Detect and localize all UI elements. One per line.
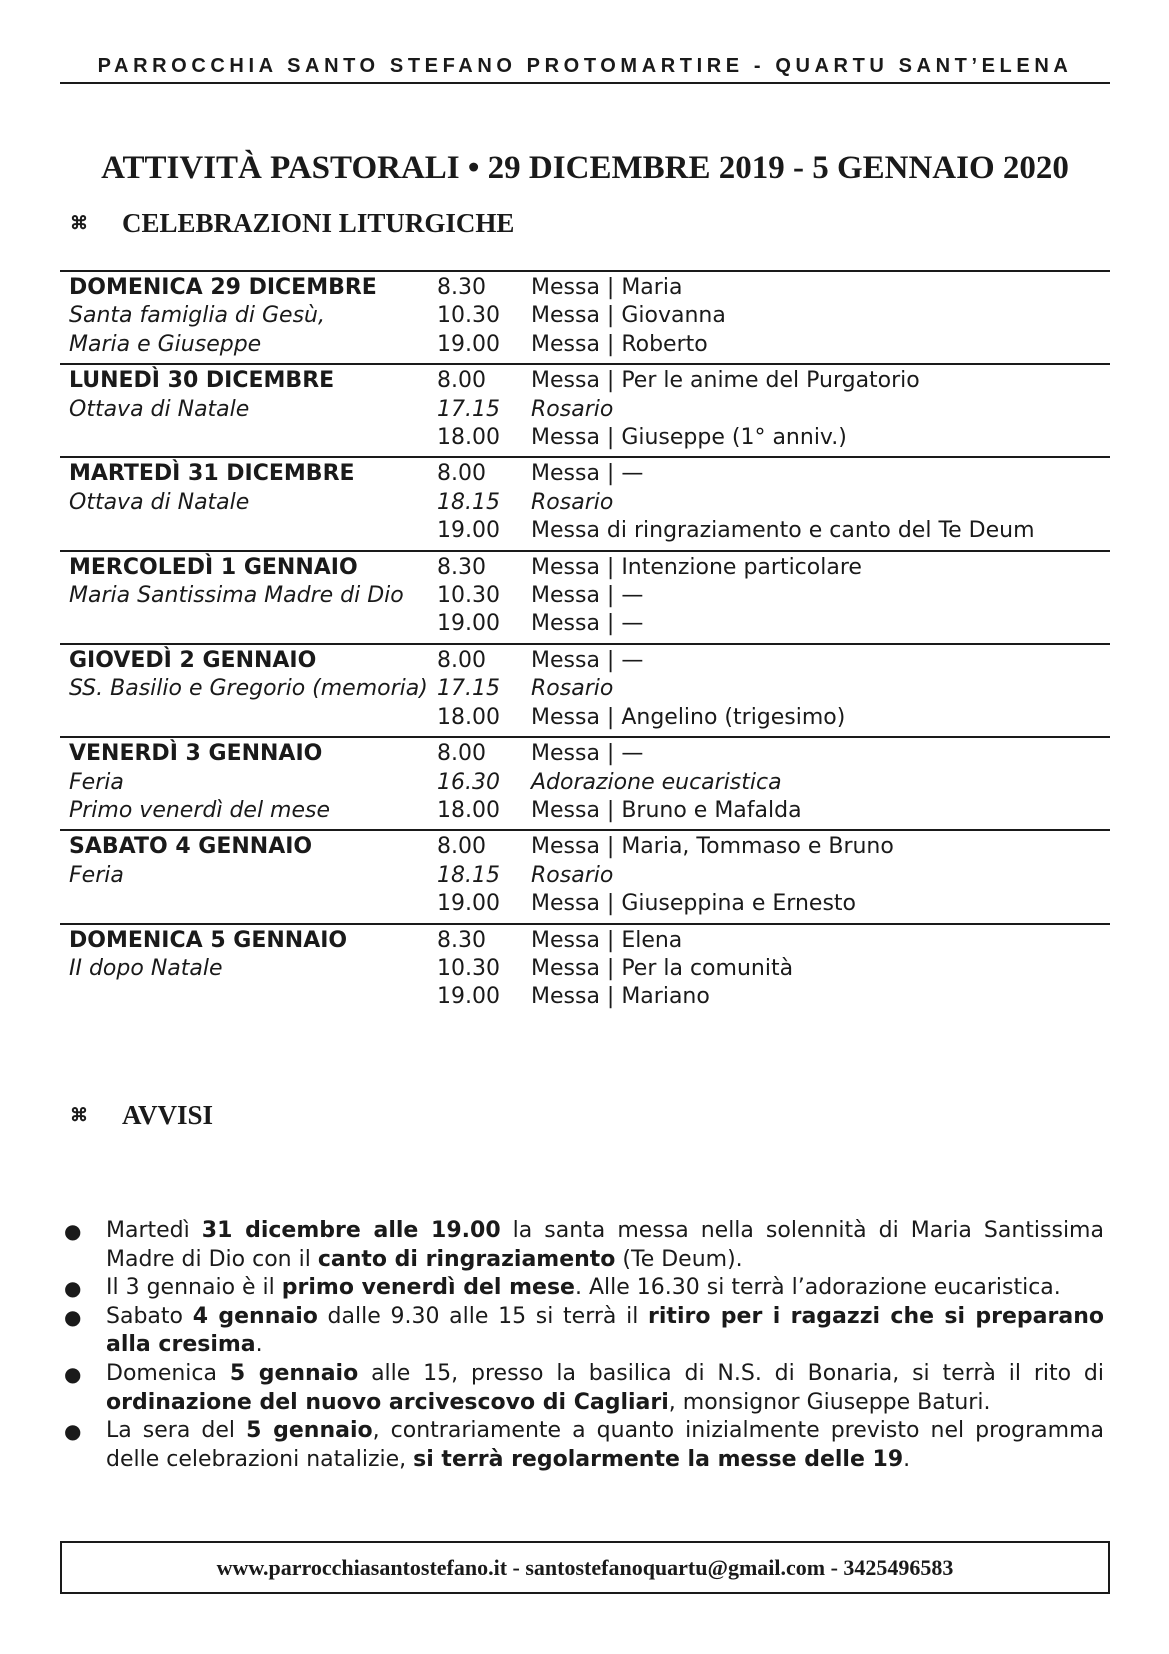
- day-block: [60, 829, 1110, 922]
- events-list: [437, 274, 1110, 359]
- event-description: Rosario: [531, 396, 614, 422]
- day-subtitle: Maria Santissima Madre di Dio: [69, 583, 404, 609]
- bullet-icon: ●: [64, 1361, 82, 1386]
- event-description: Messa | —: [531, 647, 644, 673]
- notice-text: dalle 9.30 alle 15 si terrà il: [317, 1303, 649, 1329]
- event-description: Messa | —: [531, 741, 644, 767]
- event-row: [437, 955, 1110, 983]
- notice-emphasis: si terrà regolarmente la messe delle 19: [413, 1446, 904, 1472]
- event-time: 18.15: [437, 862, 500, 888]
- day-name: DOMENICA 29 DICEMBRE: [69, 275, 377, 300]
- event-description: Messa | Giuseppe (1° anniv.): [531, 425, 847, 451]
- event-description: Rosario: [531, 862, 614, 888]
- day-subtitle: Santa famiglia di Gesù,: [69, 303, 325, 329]
- event-row: [437, 797, 1110, 825]
- notice-emphasis: primo venerdì del mese: [281, 1275, 575, 1301]
- event-time: 8.30: [437, 275, 486, 300]
- day-subtitle: Feria: [69, 862, 124, 888]
- notices-heading: AVVISI: [122, 1100, 214, 1130]
- event-time: 19.00: [437, 331, 500, 357]
- bullet-icon: ●: [64, 1219, 82, 1243]
- event-description: Adorazione eucaristica: [531, 769, 782, 795]
- notice-text: .: [255, 1332, 263, 1358]
- event-time: 17.15: [437, 676, 500, 702]
- event-row: [437, 610, 1110, 638]
- event-time: 18.00: [437, 704, 500, 730]
- notice-item: [64, 1417, 1104, 1474]
- event-time: 18.15: [437, 489, 500, 515]
- day-info: [60, 460, 437, 545]
- notice-emphasis: canto di ringraziamento: [317, 1246, 616, 1272]
- notice-item: [64, 1274, 1104, 1303]
- notice-item: [64, 1360, 1104, 1417]
- celebrations-section-title: [70, 208, 514, 239]
- day-info: [60, 367, 437, 452]
- event-row: [437, 833, 1110, 861]
- event-row: [437, 517, 1110, 545]
- day-name: MARTEDÌ 31 DICEMBRE: [69, 461, 355, 487]
- day-name: DOMENICA 5 GENNAIO: [69, 927, 348, 953]
- event-description: Messa | Maria: [531, 275, 683, 300]
- day-name: GIOVEDÌ 2 GENNAIO: [69, 647, 317, 673]
- notice-text: La sera del: [106, 1418, 247, 1444]
- event-description: Messa | —: [531, 583, 644, 609]
- day-block: [60, 643, 1110, 736]
- event-time: 19.00: [437, 611, 500, 637]
- day-subtitle: Ottava di Natale: [69, 396, 250, 422]
- footer-contacts: www.parrocchiasantostefano.it - santostefanoquartu@gmail.com - 3425496583: [60, 1541, 1110, 1594]
- event-description: Messa | Maria, Tommaso e Bruno: [531, 834, 894, 860]
- event-time: 10.30: [437, 303, 500, 329]
- bullet-icon: ●: [64, 1304, 82, 1329]
- day-info: [60, 740, 437, 825]
- event-time: 19.00: [437, 518, 500, 544]
- event-row: [437, 554, 1110, 582]
- event-description: Messa | Bruno e Mafalda: [531, 797, 802, 823]
- event-description: Rosario: [531, 676, 614, 702]
- event-row: [437, 460, 1110, 488]
- events-list: [437, 554, 1110, 639]
- event-description: Messa di ringraziamento e canto del Te Deum: [531, 518, 1035, 544]
- event-row: [437, 331, 1110, 359]
- notice-text: alle 15, presso la basilica di N.S. di Bonaria, si terrà il rito di: [358, 1360, 1105, 1386]
- event-description: Messa | —: [531, 461, 644, 487]
- notice-text: (Te Deum).: [615, 1246, 743, 1272]
- event-row: [437, 367, 1110, 395]
- event-description: Messa | Per la comunità: [531, 955, 794, 981]
- events-list: [437, 460, 1110, 545]
- notice-text: .: [903, 1446, 911, 1472]
- day-subtitle: II dopo Natale: [69, 955, 223, 981]
- event-row: [437, 675, 1110, 703]
- event-time: 8.00: [437, 834, 486, 860]
- notice-emphasis: 4 gennaio: [192, 1303, 318, 1329]
- event-time: 8.00: [437, 647, 486, 673]
- day-subtitle: Primo venerdì del mese: [69, 797, 331, 823]
- event-row: [437, 489, 1110, 517]
- event-time: 18.00: [437, 797, 500, 823]
- notice-item: [64, 1217, 1104, 1274]
- event-row: [437, 424, 1110, 452]
- event-description: Messa | Angelino (trigesimo): [531, 704, 846, 730]
- day-block: [60, 923, 1110, 1016]
- event-description: Messa | Elena: [531, 927, 683, 953]
- day-info: [60, 927, 437, 1012]
- day-info: [60, 274, 437, 359]
- day-block: [60, 736, 1110, 829]
- event-time: 16.30: [437, 769, 500, 795]
- event-description: Messa | Intenzione particolare: [531, 554, 862, 580]
- day-block: [60, 550, 1110, 643]
- event-row: [437, 274, 1110, 302]
- event-description: Messa | Giovanna: [531, 303, 726, 329]
- event-time: 19.00: [437, 984, 500, 1010]
- event-row: [437, 983, 1110, 1011]
- notice-text: Sabato: [106, 1303, 193, 1329]
- parish-header: PARROCCHIA SANTO STEFANO PROTOMARTIRE - QUARTU SANT’ELENA: [60, 55, 1110, 84]
- event-row: [437, 302, 1110, 330]
- notice-emphasis: ordinazione del nuovo arcivescovo di Cagliari: [106, 1389, 669, 1415]
- notice-emphasis: 5 gennaio: [229, 1360, 359, 1386]
- notice-item: [64, 1303, 1104, 1360]
- event-description: Messa | Mariano: [531, 984, 710, 1010]
- day-subtitle: SS. Basilio e Gregorio (memoria): [69, 676, 428, 702]
- notices-list: [64, 1217, 1104, 1474]
- event-row: [437, 582, 1110, 610]
- notices-section-title: [70, 1100, 213, 1131]
- celebrations-heading: CELEBRAZIONI LITURGICHE: [122, 208, 515, 238]
- day-name: SABATO 4 GENNAIO: [69, 834, 313, 860]
- event-time: 18.00: [437, 425, 500, 451]
- notice-emphasis: ritiro per i ragazzi che si preparano alla cresima: [106, 1303, 1104, 1358]
- events-list: [437, 740, 1110, 825]
- event-time: 10.30: [437, 583, 500, 609]
- day-block: [60, 456, 1110, 549]
- day-name: MERCOLEDÌ 1 GENNAIO: [69, 554, 358, 580]
- notice-text: , monsignor Giuseppe Baturi.: [668, 1389, 991, 1415]
- day-name: VENERDÌ 3 GENNAIO: [69, 741, 323, 767]
- event-row: [437, 890, 1110, 918]
- events-list: [437, 833, 1110, 918]
- day-info: [60, 833, 437, 918]
- events-list: [437, 927, 1110, 1012]
- notice-text: , contrariamente a quanto inizialmente previsto nel programma delle celebrazioni natalizie,: [106, 1418, 1104, 1472]
- event-description: Rosario: [531, 489, 614, 515]
- event-time: 8.30: [437, 927, 486, 953]
- event-row: [437, 647, 1110, 675]
- bullet-icon: ●: [64, 1419, 82, 1444]
- day-block: [60, 270, 1110, 363]
- events-list: [437, 367, 1110, 452]
- event-time: 17.15: [437, 396, 500, 422]
- notice-text: Martedì: [106, 1218, 202, 1243]
- bullet-icon: ●: [64, 1276, 82, 1301]
- day-name: LUNEDÌ 30 DICEMBRE: [69, 368, 335, 394]
- page-title: ATTIVITÀ PASTORALI • 29 DICEMBRE 2019 - 5 GENNAIO 2020: [101, 150, 1069, 186]
- event-description: Messa | Per le anime del Purgatorio: [531, 368, 920, 394]
- day-subtitle: Ottava di Natale: [69, 489, 250, 515]
- notice-text: la santa messa nella solennità di Maria Santissima Madre di Dio con il: [106, 1218, 1104, 1272]
- event-row: [437, 740, 1110, 768]
- event-time: 8.00: [437, 461, 486, 487]
- event-row: [437, 704, 1110, 732]
- notice-text: . Alle 16.30 si terrà l’adorazione eucaristica.: [574, 1275, 1061, 1301]
- event-row: [437, 927, 1110, 955]
- event-row: [437, 769, 1110, 797]
- event-time: 10.30: [437, 955, 500, 981]
- event-description: Messa | —: [531, 611, 644, 637]
- fleuron-icon: ⌘: [70, 213, 88, 233]
- day-subtitle: Maria e Giuseppe: [69, 331, 262, 357]
- event-description: Messa | Roberto: [531, 331, 708, 357]
- liturgical-schedule: [60, 270, 1110, 1016]
- events-list: [437, 647, 1110, 732]
- day-subtitle: Feria: [69, 769, 124, 795]
- event-time: 8.00: [437, 368, 486, 394]
- notice-text: Il 3 gennaio è il: [106, 1275, 282, 1301]
- event-row: [437, 396, 1110, 424]
- event-description: Messa | Giuseppina e Ernesto: [531, 891, 856, 917]
- event-time: 19.00: [437, 891, 500, 917]
- notice-text: Domenica: [106, 1360, 230, 1386]
- notice-emphasis: 5 gennaio: [246, 1418, 373, 1444]
- day-info: [60, 554, 437, 639]
- event-time: 8.30: [437, 554, 486, 580]
- day-block: [60, 363, 1110, 456]
- event-time: 8.00: [437, 741, 486, 767]
- event-row: [437, 862, 1110, 890]
- day-info: [60, 647, 437, 732]
- notice-emphasis: 31 dicembre alle 19.00: [201, 1218, 501, 1243]
- fleuron-icon: ⌘: [70, 1105, 88, 1125]
